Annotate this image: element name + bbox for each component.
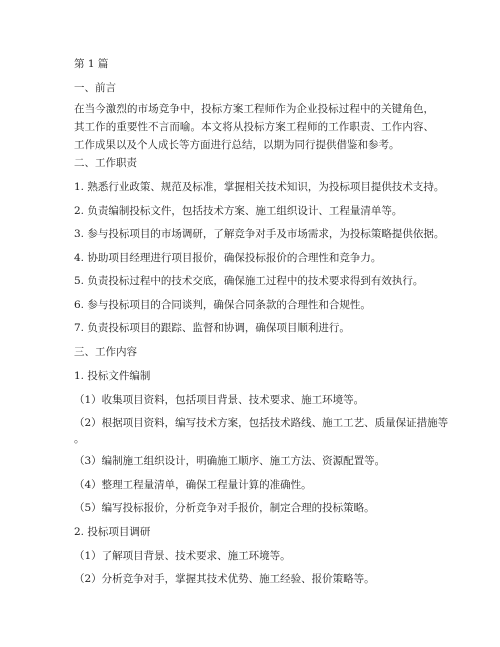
subsection-heading-research: 2. 投标项目调研 xyxy=(74,526,151,538)
duty-item: 5. 负责投标过程中的技术交底，确保施工过程中的技术要求得到有效执行。 xyxy=(74,275,424,287)
list-item: （2）根据项目资料，编写技术方案，包括技术路线、施工工艺、质量保证措施等 xyxy=(74,417,449,429)
duty-item: 7. 负责投标项目的跟踪、监督和协调，确保项目顺利进行。 xyxy=(74,322,350,334)
list-item: （3）编制施工组织设计，明确施工顺序、施工方法、资源配置等。 xyxy=(74,455,386,467)
duty-item: 6. 参与投标项目的合同谈判，确保合同条款的合理性和合规性。 xyxy=(74,299,371,311)
section-heading-preface: 一、前言 xyxy=(74,82,116,94)
duty-item: 2. 负责编制投标文件，包括技术方案、施工组织设计、工程量清单等。 xyxy=(74,205,403,217)
preface-paragraph: 在当今激烈的市场竞争中，投标方案工程师作为企业投标过程中的关键角色，其工作的重要性不言而喻。本文将从投标方案工程师的工作职责、工作内容、工作成果以及个人成长等方面进行总结，以期为同行提供借鉴和参考。 xyxy=(74,103,434,151)
section-heading-duties: 二、工作职责 xyxy=(74,157,137,169)
list-item: （4）整理工程量清单，确保工程量计算的准确性。 xyxy=(74,479,312,491)
chapter-label: 第 1 篇 xyxy=(74,58,109,70)
list-item: （5）编写投标报价，分析竞争对手报价，制定合理的投标策略。 xyxy=(74,502,375,514)
duty-item: 4. 协助项目经理进行项目报价，确保投标报价的合理性和竞争力。 xyxy=(74,252,382,264)
subsection-heading-bid-docs: 1. 投标文件编制 xyxy=(74,370,151,382)
list-item: （2）分析竞争对手，掌握其技术优势、施工经验、报价策略等。 xyxy=(74,573,375,585)
section-heading-work-content: 三、工作内容 xyxy=(74,346,137,358)
list-item-continuation: 。 xyxy=(74,433,85,445)
list-item: （1）收集项目资料，包括项目背景、技术要求、施工环境等。 xyxy=(74,394,365,406)
duty-item: 3. 参与投标项目的市场调研，了解竞争对手及市场需求，为投标策略提供依据。 xyxy=(74,228,445,240)
list-item: （1）了解项目背景、技术要求、施工环境等。 xyxy=(74,550,291,562)
duty-item: 1. 熟悉行业政策、规范及标准，掌握相关技术知识，为投标项目提供技术支持。 xyxy=(74,181,445,193)
